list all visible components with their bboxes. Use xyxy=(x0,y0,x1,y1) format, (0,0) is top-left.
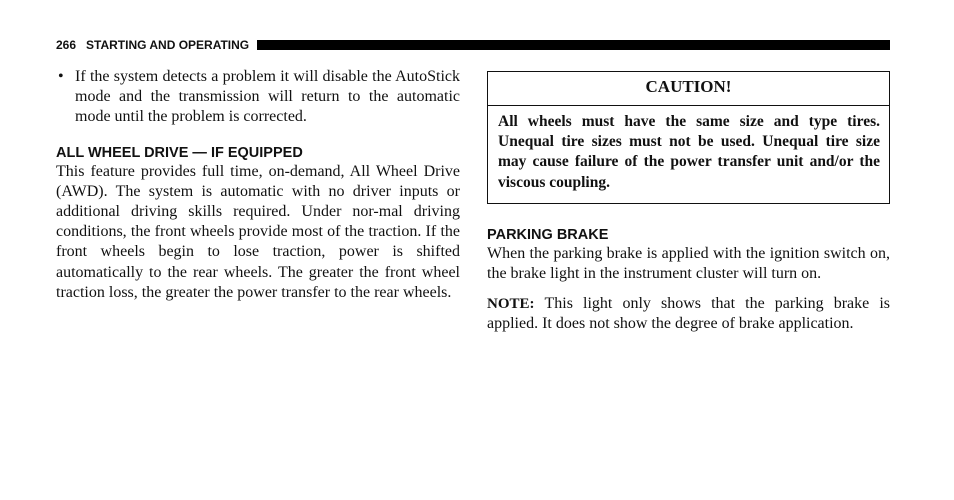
section-title: STARTING AND OPERATING xyxy=(86,38,250,52)
list-item xyxy=(56,67,460,128)
awd-paragraph: This feature provides full time, on-demand, All Wheel Drive (AWD). The system is automatic with no driver inputs or additional driving skills required. Under nor-mal driving conditions, the front wheels provide most of the traction. If the front wheels begin to lose traction, power is shifted automatically to the rear wheels. The greater the front wheel traction loss, the greater the power transfer to the rear wheels. xyxy=(56,162,460,301)
right-column xyxy=(487,67,890,335)
parking-brake-paragraph: When the parking brake is applied with the ignition switch on, the brake light in the instrument cluster will turn on. xyxy=(487,244,890,283)
caution-text: All wheels must have the same size and type tires. Unequal tire sizes must not be used. Unequal tire size may cause failure of the power transfer unit and/or the viscous coupling. xyxy=(498,113,880,191)
left-column xyxy=(56,67,460,303)
page-number: 266 xyxy=(56,38,77,52)
awd-heading: ALL WHEEL DRIVE — IF EQUIPPED xyxy=(56,144,303,161)
header-rule xyxy=(257,40,890,50)
note-text: This light only shows that the parking brake is applied. It does not show the degree of brake application. xyxy=(487,295,890,333)
note-label: NOTE: xyxy=(487,296,535,313)
page-header xyxy=(56,38,890,52)
caution-box xyxy=(487,71,890,204)
caution-title: CAUTION! xyxy=(488,72,889,106)
parking-brake-heading: PARKING BRAKE xyxy=(487,226,609,243)
bullet-icon: • xyxy=(58,68,64,85)
note-paragraph xyxy=(487,294,890,334)
bullet-text: If the system detects a problem it will disable the AutoStick mode and the transmission will return to the automatic mode until the problem is corrected. xyxy=(75,68,460,126)
bullet-list xyxy=(56,67,460,128)
caution-body xyxy=(488,106,889,203)
